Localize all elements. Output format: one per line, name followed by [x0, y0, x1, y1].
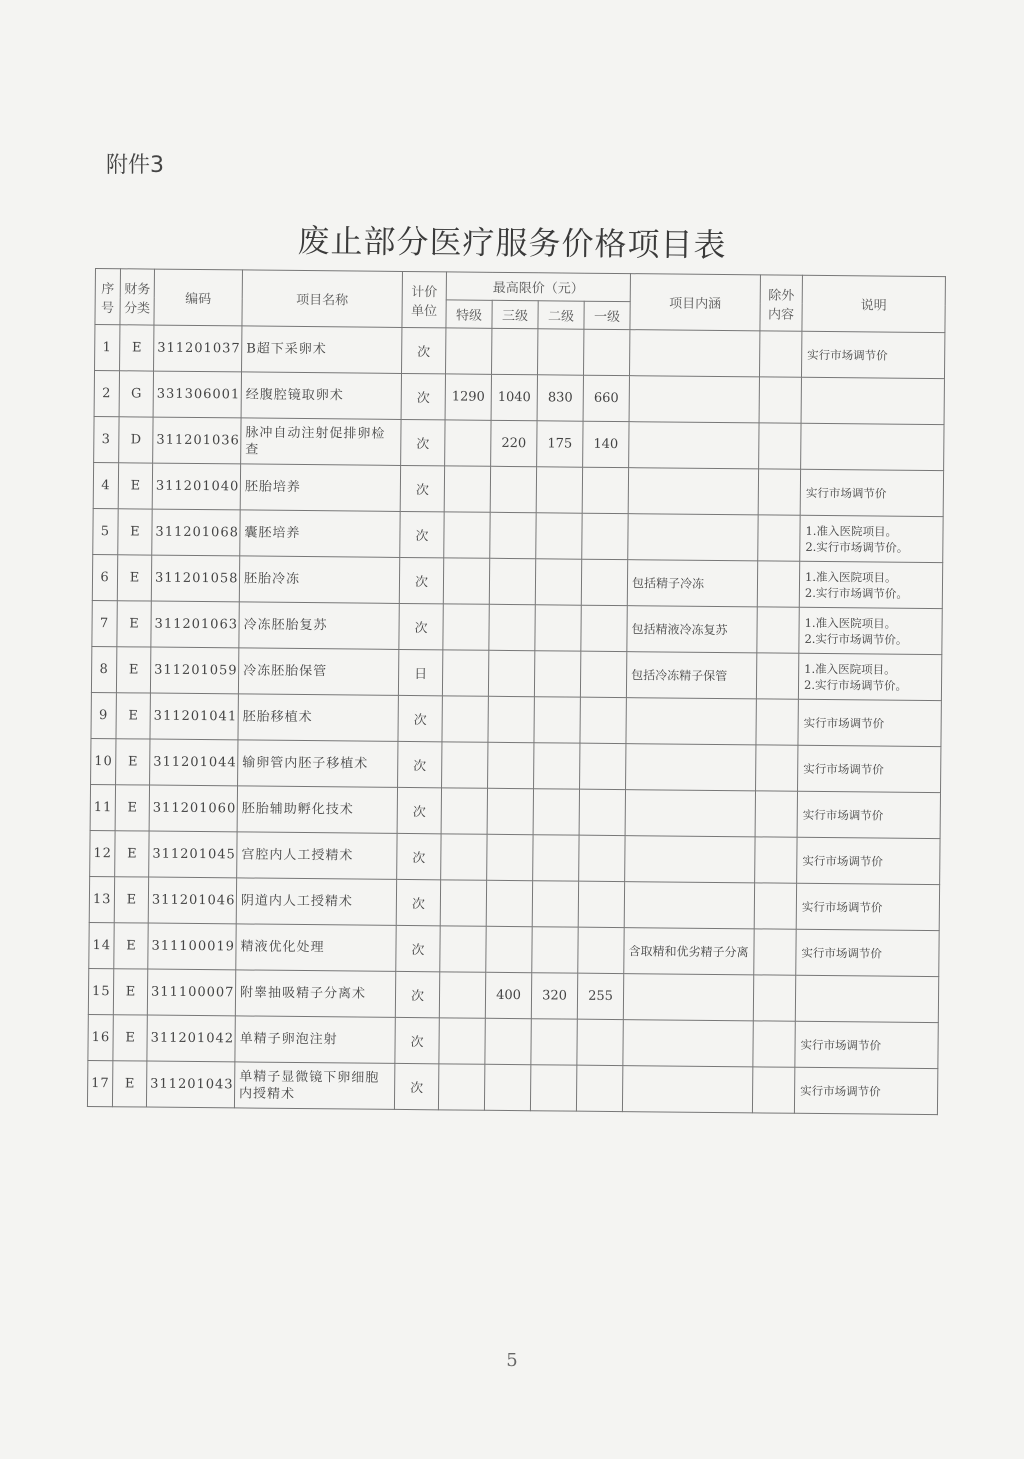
row-remark: 实行市场调节价	[798, 699, 941, 746]
row-seq: 4	[93, 462, 118, 508]
row-name: 输卵管内胚子移植术	[238, 740, 398, 788]
row-price-level3	[488, 742, 534, 788]
row-price-level1	[583, 329, 629, 375]
table-row	[94, 371, 944, 425]
table-row	[90, 784, 940, 838]
table-row	[93, 508, 943, 562]
row-category: E	[113, 1015, 147, 1061]
row-exclusion	[756, 653, 798, 699]
row-price-level2	[533, 789, 579, 835]
row-price-level2	[531, 1019, 577, 1065]
row-code: 311201041	[150, 693, 238, 740]
row-seq: 15	[88, 968, 113, 1014]
row-price-special: 1290	[445, 374, 491, 420]
row-price-level3: 1040	[491, 374, 537, 420]
row-exclusion	[758, 515, 800, 561]
row-seq: 1	[95, 325, 120, 371]
row-price-level2	[536, 467, 582, 513]
row-name: 胚胎移植术	[238, 694, 398, 742]
table-row	[88, 1014, 938, 1068]
row-category: E	[113, 969, 147, 1015]
row-remark: 实行市场调节价	[801, 331, 944, 378]
row-category: E	[116, 739, 150, 785]
row-category: E	[117, 601, 151, 647]
row-price-level1	[581, 559, 627, 605]
row-exclusion	[752, 1067, 794, 1113]
header-unit: 计价单位	[402, 271, 447, 327]
row-price-level3	[486, 880, 532, 926]
row-price-level3	[487, 788, 533, 834]
row-exclusion	[758, 469, 800, 515]
row-name: 胚胎培养	[240, 464, 400, 512]
row-content	[625, 790, 755, 837]
row-price-level2	[534, 743, 580, 789]
row-exclusion	[760, 331, 802, 377]
row-price-level2	[535, 559, 581, 605]
row-price-level3	[486, 926, 532, 972]
row-unit: 次	[395, 971, 439, 1017]
table-row	[91, 738, 941, 792]
row-category: E	[114, 877, 148, 923]
row-category: E	[115, 831, 149, 877]
row-code: 311201037	[154, 325, 242, 372]
row-price-level1	[580, 651, 626, 697]
row-remark: 1.准入医院项目。 2.实行市场调节价。	[800, 515, 943, 562]
price-table	[87, 268, 946, 1115]
row-price-special	[439, 972, 485, 1018]
header-code: 编码	[154, 269, 243, 326]
row-price-level2	[535, 605, 581, 651]
row-exclusion	[756, 699, 798, 745]
row-name: 经腹腔镜取卵术	[241, 372, 401, 420]
table-row	[94, 416, 944, 470]
row-name: B超下采卵术	[242, 326, 402, 374]
row-unit: 次	[399, 603, 443, 649]
row-remark: 实行市场调节价	[795, 1021, 938, 1068]
row-unit: 次	[401, 419, 445, 465]
table-body	[87, 325, 944, 1115]
row-unit: 次	[402, 327, 446, 373]
row-content	[626, 698, 756, 745]
row-code: 311201046	[148, 877, 236, 924]
row-price-level3	[489, 558, 535, 604]
row-price-special	[443, 558, 489, 604]
row-category: E	[116, 647, 150, 693]
header-name: 项目名称	[242, 270, 403, 328]
row-price-special	[440, 926, 486, 972]
header-content: 项目内涵	[630, 274, 761, 331]
row-exclusion	[753, 1021, 795, 1067]
row-price-special	[445, 420, 491, 466]
table-row	[91, 692, 941, 746]
row-price-level1	[579, 789, 625, 835]
header-level2: 二级	[538, 301, 584, 329]
row-price-level1	[582, 513, 628, 559]
row-content	[626, 744, 756, 791]
row-name: 脉冲自动注射促排卵检查	[241, 418, 401, 466]
row-unit: 次	[397, 833, 441, 879]
row-unit: 次	[394, 1063, 438, 1109]
row-category: E	[118, 463, 152, 509]
row-name: 阴道内人工授精术	[236, 878, 396, 926]
row-category: E	[115, 785, 149, 831]
row-price-level3: 220	[491, 420, 537, 466]
row-seq: 12	[90, 830, 115, 876]
row-remark	[801, 377, 944, 424]
row-price-level1	[580, 743, 626, 789]
row-price-special	[441, 834, 487, 880]
row-exclusion	[757, 561, 799, 607]
row-code: 311201045	[149, 831, 237, 878]
row-price-special	[444, 466, 490, 512]
row-content: 包括精子冷冻	[627, 560, 757, 607]
row-code: 311201044	[150, 739, 238, 786]
row-price-level3	[491, 328, 537, 374]
page-number: 5	[506, 1350, 518, 1371]
row-content: 包括精液冷冻复苏	[627, 606, 757, 653]
row-content	[628, 468, 758, 515]
row-remark: 实行市场调节价	[798, 745, 941, 792]
row-code: 311100007	[147, 969, 235, 1016]
row-price-level2	[532, 927, 578, 973]
row-unit: 次	[396, 879, 440, 925]
table-row	[92, 600, 942, 654]
table-row	[89, 876, 939, 930]
table-row	[88, 968, 938, 1022]
row-content	[622, 1066, 752, 1113]
row-code: 311201059	[150, 647, 238, 694]
row-exclusion	[756, 745, 798, 791]
row-remark: 实行市场调节价	[796, 883, 939, 930]
row-code: 311201058	[151, 555, 239, 602]
row-name: 冷冻胚胎复苏	[239, 602, 399, 650]
row-price-special	[442, 742, 488, 788]
row-category: E	[118, 509, 152, 555]
row-code: 311201063	[151, 601, 239, 648]
row-unit: 次	[400, 465, 444, 511]
row-price-level1	[581, 605, 627, 651]
row-content	[625, 836, 755, 883]
row-price-special	[445, 328, 491, 374]
row-code: 311201040	[152, 463, 240, 510]
row-unit: 次	[397, 787, 441, 833]
header-exclusion: 除外内容	[760, 275, 803, 331]
row-unit: 次	[396, 925, 440, 971]
row-price-level3	[485, 1018, 531, 1064]
table-row	[89, 922, 939, 976]
row-exclusion	[754, 883, 796, 929]
row-remark: 实行市场调节价	[797, 837, 940, 884]
row-category: E	[120, 325, 154, 371]
header-category: 财务分类	[120, 269, 155, 325]
row-unit: 次	[399, 557, 443, 603]
row-name: 冷冻胚胎保管	[238, 648, 398, 696]
row-category: E	[117, 555, 151, 601]
row-exclusion	[754, 929, 796, 975]
row-seq: 10	[91, 738, 116, 784]
row-seq: 9	[91, 692, 116, 738]
table-row	[90, 830, 940, 884]
row-name: 宫腔内人工授精术	[237, 832, 397, 880]
row-price-special	[441, 788, 487, 834]
row-price-level3	[490, 512, 536, 558]
row-content	[628, 514, 758, 561]
row-exclusion	[759, 423, 801, 469]
row-content	[623, 974, 753, 1021]
row-code: 311201036	[153, 417, 241, 464]
row-category: E	[112, 1061, 146, 1107]
header-row-1	[95, 269, 945, 305]
row-category: E	[116, 693, 150, 739]
header-remark: 说明	[802, 275, 946, 332]
row-exclusion	[755, 791, 797, 837]
row-name: 附睾抽吸精子分离术	[235, 970, 395, 1018]
row-content	[623, 1020, 753, 1067]
table-row	[95, 325, 945, 379]
attachment-label: 附件3	[106, 153, 164, 178]
table-row	[91, 646, 941, 700]
row-seq: 16	[88, 1014, 113, 1060]
row-code: 311201043	[146, 1061, 234, 1108]
row-price-level1	[576, 1065, 622, 1111]
row-code: 331306001	[153, 371, 241, 418]
row-exclusion	[759, 377, 801, 423]
row-price-special	[440, 880, 486, 926]
header-seq: 序号	[95, 269, 121, 325]
row-price-level1	[579, 835, 625, 881]
row-price-level2	[530, 1065, 576, 1111]
row-remark: 实行市场调节价	[794, 1067, 937, 1114]
price-table-wrapper	[87, 268, 945, 1115]
row-unit: 次	[401, 373, 445, 419]
row-price-special	[438, 1064, 484, 1110]
row-seq: 5	[93, 508, 118, 554]
row-name: 精液优化处理	[236, 924, 396, 972]
row-unit: 次	[395, 1017, 439, 1063]
row-seq: 13	[89, 876, 114, 922]
table-row	[93, 462, 943, 516]
row-price-level2: 175	[537, 421, 583, 467]
row-code: 311100019	[148, 923, 236, 970]
header-level1: 一级	[584, 301, 630, 329]
row-price-level3	[489, 604, 535, 650]
row-price-level2	[532, 881, 578, 927]
row-seq: 8	[91, 646, 116, 692]
row-price-special	[439, 1018, 485, 1064]
row-price-level3	[490, 466, 536, 512]
row-category: D	[119, 417, 153, 463]
row-price-level2	[536, 513, 582, 559]
row-remark	[795, 975, 938, 1022]
row-name: 单精子显微镜下卵细胞内授精术	[234, 1062, 394, 1110]
row-content: 含取精和优劣精子分离	[624, 928, 754, 975]
row-remark: 实行市场调节价	[796, 929, 939, 976]
row-content	[629, 376, 759, 423]
row-price-level1	[580, 697, 626, 743]
row-name: 单精子卵泡注射	[235, 1016, 395, 1064]
row-seq: 14	[89, 922, 114, 968]
row-unit: 次	[398, 741, 442, 787]
row-price-special	[442, 650, 488, 696]
row-price-level3	[488, 650, 534, 696]
row-remark: 实行市场调节价	[797, 791, 940, 838]
table-row	[87, 1060, 937, 1114]
row-content: 包括冷冻精子保管	[626, 652, 756, 699]
row-price-level2	[534, 697, 580, 743]
row-price-level1	[582, 467, 628, 513]
row-price-level3	[484, 1064, 530, 1110]
row-code: 311201042	[147, 1015, 235, 1062]
row-exclusion	[755, 837, 797, 883]
row-price-special	[444, 512, 490, 558]
row-price-special	[442, 696, 488, 742]
row-code: 311201068	[152, 509, 240, 556]
row-name: 胚胎辅助孵化技术	[237, 786, 397, 834]
row-category: G	[119, 371, 153, 417]
row-price-level3	[488, 696, 534, 742]
row-price-level1	[578, 927, 624, 973]
row-seq: 7	[92, 600, 117, 646]
row-price-level2	[533, 835, 579, 881]
row-price-level3	[487, 834, 533, 880]
row-remark: 1.准入医院项目。 2.实行市场调节价。	[799, 607, 942, 654]
row-name: 胚胎冷冻	[239, 556, 399, 604]
row-remark	[801, 423, 944, 470]
row-price-level3: 400	[485, 972, 531, 1018]
row-price-level1: 660	[583, 375, 629, 421]
header-level3: 三级	[492, 300, 538, 328]
row-seq: 17	[87, 1060, 112, 1106]
row-price-level1	[578, 881, 624, 927]
row-price-level1: 255	[577, 973, 623, 1019]
row-seq: 6	[92, 554, 117, 600]
row-price-level2: 320	[531, 973, 577, 1019]
row-code: 311201060	[149, 785, 237, 832]
row-unit: 次	[398, 695, 442, 741]
row-price-special	[443, 604, 489, 650]
header-special: 特级	[446, 300, 492, 328]
row-remark: 1.准入医院项目。 2.实行市场调节价。	[798, 653, 941, 700]
row-price-level2	[537, 329, 583, 375]
row-seq: 2	[94, 371, 119, 417]
row-category: E	[114, 923, 148, 969]
header-max-price: 最高限价（元）	[446, 272, 630, 302]
row-exclusion	[757, 607, 799, 653]
row-price-level1	[577, 1019, 623, 1065]
row-content	[624, 882, 754, 929]
row-remark: 1.准入医院项目。 2.实行市场调节价。	[799, 561, 942, 608]
row-exclusion	[753, 975, 795, 1021]
row-price-level2	[534, 651, 580, 697]
row-seq: 11	[90, 784, 115, 830]
table-row	[92, 554, 942, 608]
row-content	[630, 330, 760, 377]
row-unit: 次	[400, 511, 444, 557]
row-seq: 3	[94, 416, 119, 462]
row-unit: 日	[398, 649, 442, 695]
row-price-level1: 140	[583, 421, 629, 467]
row-content	[629, 422, 759, 469]
row-name: 囊胚培养	[240, 510, 400, 558]
document-title: 废止部分医疗服务价格项目表	[297, 221, 727, 265]
row-remark: 实行市场调节价	[800, 469, 943, 516]
row-price-level2: 830	[537, 375, 583, 421]
